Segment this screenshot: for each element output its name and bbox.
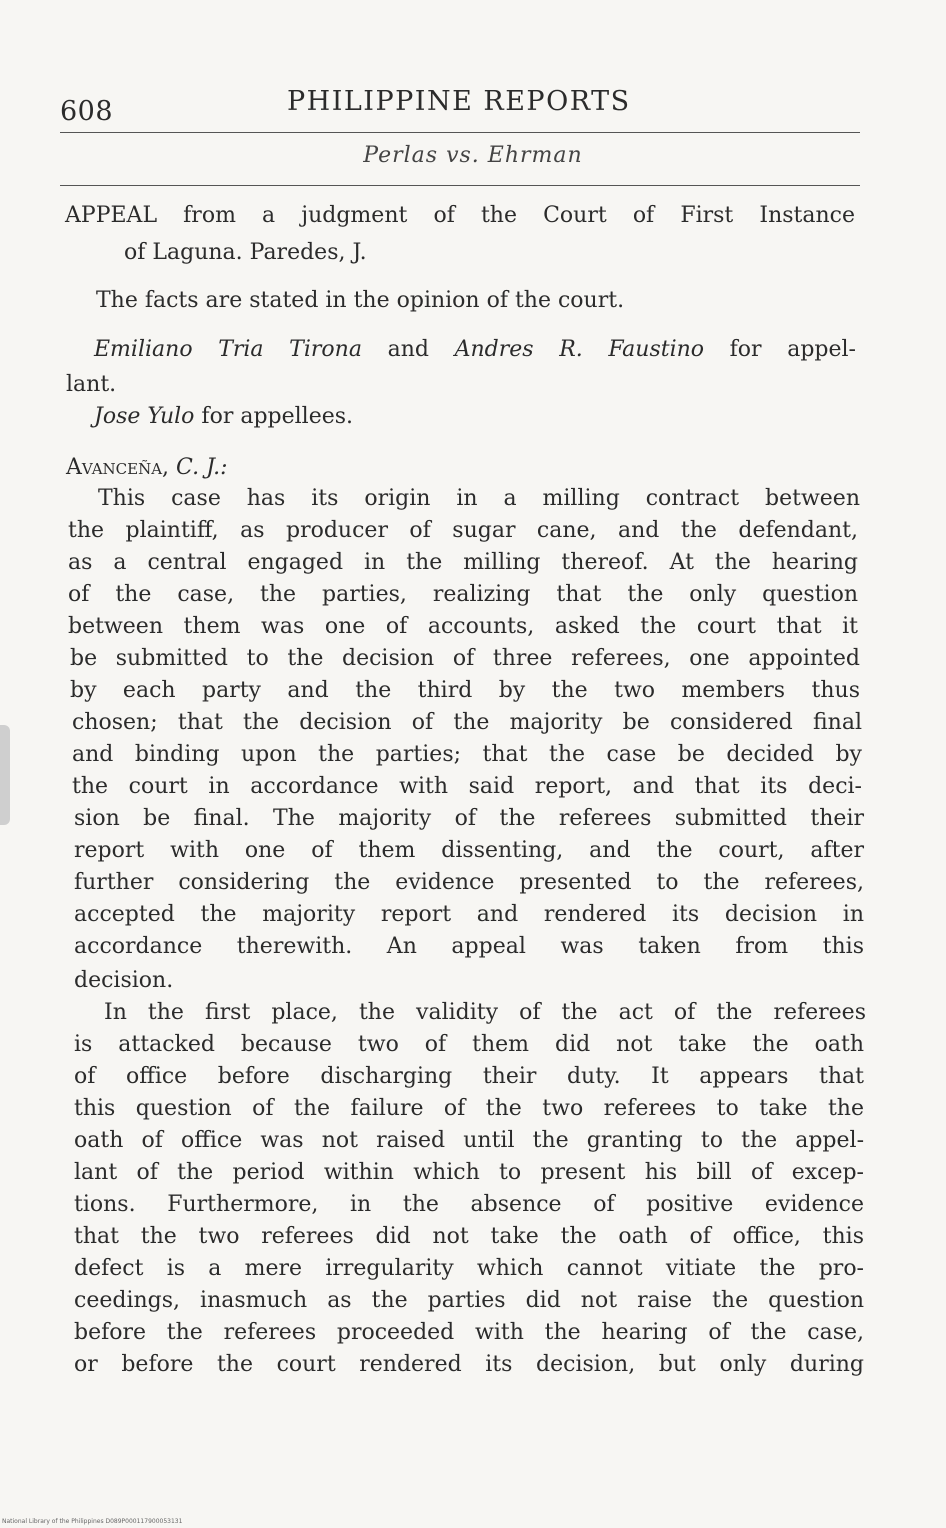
opinion-line: be submitted to the decision of three referees, one appointed: [70, 646, 860, 671]
counsel-and: and: [361, 337, 455, 362]
opinion-line: or before the court rendered its decision, but only during: [74, 1352, 864, 1377]
opinion-line: accordance therewith. An appeal was taken from this: [74, 934, 864, 959]
opinion-line: of the case, the parties, realizing that the only question: [68, 582, 858, 607]
author-title: C. J.:: [169, 455, 228, 480]
opinion-line: report with one of them dissenting, and the court, after: [74, 838, 864, 863]
counsel-appellant: [94, 337, 856, 363]
opinion-line: tions. Furthermore, in the absence of positive evidence: [74, 1192, 864, 1217]
opinion-line: between them was one of accounts, asked the court that it: [68, 614, 858, 639]
appeal-line-1: APPEAL from a judgment of the Court of First Instance: [65, 203, 855, 228]
counsel-appellees-name: Jose Yulo: [94, 404, 195, 429]
case-title: Perlas vs. Ehrman: [363, 143, 583, 168]
facts-statement: The facts are stated in the opinion of the court.: [96, 288, 625, 313]
counsel-appellant-name-1: Emiliano Tria Tirona: [94, 337, 362, 362]
header-rule-bottom: [60, 185, 860, 186]
opinion-line: is attacked because two of them did not take the oath: [74, 1032, 864, 1057]
appeal-line-2: of Laguna. Paredes, J.: [124, 240, 367, 265]
opinion-line: defect is a mere irregularity which cannot vitiate the pro-: [74, 1256, 864, 1281]
counsel-for-appellees: for appellees.: [194, 404, 354, 429]
author-name: Avanceña,: [66, 455, 170, 480]
counsel-appellees: [94, 404, 353, 430]
opinion-line: ceedings, inasmuch as the parties did not raise the question: [74, 1288, 864, 1313]
opinion-line: as a central engaged in the milling thereof. At the hearing: [68, 550, 858, 575]
scan-footer: National Library of the Philippines D089P000117900053131: [2, 1518, 183, 1525]
opinion-line: oath of office was not raised until the granting to the appel-: [74, 1128, 864, 1153]
running-head: PHILIPPINE REPORTS: [287, 86, 631, 117]
opinion-author: [66, 455, 228, 481]
opinion-line: This case has its origin in a milling contract between: [98, 486, 860, 511]
opinion-line: this question of the failure of the two referees to take the: [74, 1096, 864, 1121]
counsel-for-appel: for appel-: [704, 337, 856, 362]
opinion-line: sion be final. The majority of the referees submitted their: [74, 806, 864, 831]
opinion-line: lant of the period within which to present his bill of excep-: [74, 1160, 864, 1185]
opinion-line: before the referees proceeded with the hearing of the case,: [74, 1320, 864, 1345]
opinion-line: the court in accordance with said report, and that its deci-: [72, 774, 862, 799]
scan-margin-shadow: [0, 725, 10, 825]
opinion-line: further considering the evidence presented to the referees,: [74, 870, 864, 895]
opinion-line: that the two referees did not take the oath of office, this: [74, 1224, 864, 1249]
counsel-appellant-name-2: Andres R. Faustino: [454, 337, 705, 362]
page-number: 608: [60, 96, 114, 127]
opinion-line: In the first place, the validity of the act of the referees: [104, 1000, 866, 1025]
opinion-line: chosen; that the decision of the majority be considered final: [72, 710, 862, 735]
counsel-lant: lant.: [66, 372, 117, 397]
opinion-line: and binding upon the parties; that the case be decided by: [72, 742, 862, 767]
header-rule-top: [60, 132, 860, 133]
opinion-line: the plaintiff, as producer of sugar cane, and the defendant,: [68, 518, 858, 543]
opinion-line: by each party and the third by the two members thus: [70, 678, 860, 703]
opinion-line: decision.: [74, 968, 174, 993]
opinion-line: accepted the majority report and rendered its decision in: [74, 902, 864, 927]
opinion-line: of office before discharging their duty. It appears that: [74, 1064, 864, 1089]
